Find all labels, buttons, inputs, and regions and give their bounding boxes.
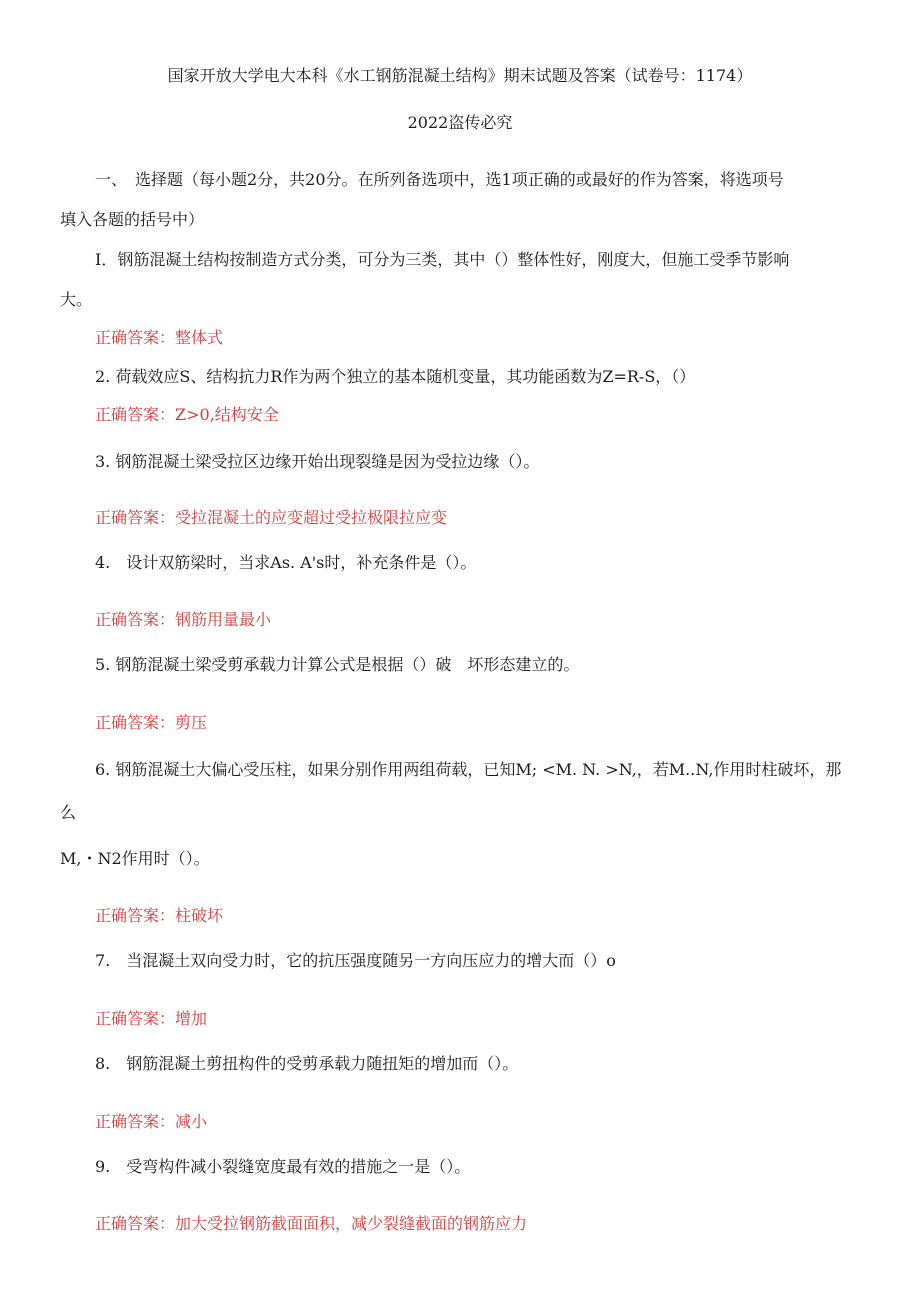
question-8-text: 8. 钢筋混凝土剪扭构件的受剪承载力随扭矩的增加而（）。 bbox=[95, 1054, 519, 1073]
question-7-text: 7. 当混凝土双向受力时，它的抗压强度随另一方向压应力的增大而（）o bbox=[95, 951, 616, 970]
question-5-text: 5. 钢筋混凝土梁受剪承载力计算公式是根据（）破 坏形态建立的。 bbox=[95, 655, 580, 674]
section-heading: 一、 选择题（每小题2分，共20分。在所列备选项中，选1项正确的或最好的作为答案，将选项号 bbox=[95, 170, 784, 189]
question-6-text-continued: 么 bbox=[60, 803, 77, 822]
question-9-answer: 正确答案：加大受拉钢筋截面面积，减少裂缝截面的钢筋应力 bbox=[95, 1214, 528, 1233]
question-9-text: 9. 受弯构件减小裂缝宽度最有效的措施之一是（）。 bbox=[95, 1157, 471, 1176]
question-6-text: 6. 钢筋混凝土大偏心受压柱，如果分别作用两组荷载，已知M; <M. N. >N,，若M..N,作用时柱破坏，那 bbox=[95, 760, 842, 779]
question-7-answer: 正确答案：增加 bbox=[95, 1009, 208, 1028]
question-4-text: 4. 设计双筋梁时，当求As. A's时，补充条件是（）。 bbox=[95, 553, 477, 572]
question-3-text: 3. 钢筋混凝土梁受拉区边缘开始出现裂缝是因为受拉边缘（）。 bbox=[95, 452, 540, 471]
document-subtitle: 2022盗传必究 bbox=[407, 113, 513, 132]
question-3-answer: 正确答案：受拉混凝土的应变超过受拉极限拉应变 bbox=[95, 508, 448, 527]
question-1-text: I．钢筋混凝土结构按制造方式分类，可分为三类，其中（）整体性好，刚度大，但施工受季节影响 bbox=[95, 250, 790, 269]
question-2-text: 2. 荷载效应S、结构抗力R作为两个独立的基本随机变量，其功能函数为Z=R-S，（） bbox=[95, 367, 696, 386]
question-4-answer: 正确答案：钢筋用量最小 bbox=[95, 610, 272, 629]
question-5-answer: 正确答案：剪压 bbox=[95, 713, 208, 732]
section-heading-continued: 填入各题的括号中） bbox=[60, 210, 205, 229]
question-1-text-continued: 大。 bbox=[60, 290, 93, 309]
question-8-answer: 正确答案：减小 bbox=[95, 1112, 208, 1131]
question-6-text-continued-2: M,・N2作用时（）。 bbox=[60, 849, 210, 868]
question-2-answer: 正确答案：Z>0,结构安全 bbox=[95, 405, 279, 424]
document-title: 国家开放大学电大本科《水工钢筋混凝土结构》期末试题及答案（试卷号：1174） bbox=[167, 66, 753, 85]
question-6-answer: 正确答案：柱破坏 bbox=[95, 906, 224, 925]
question-1-answer: 正确答案：整体式 bbox=[95, 328, 224, 347]
